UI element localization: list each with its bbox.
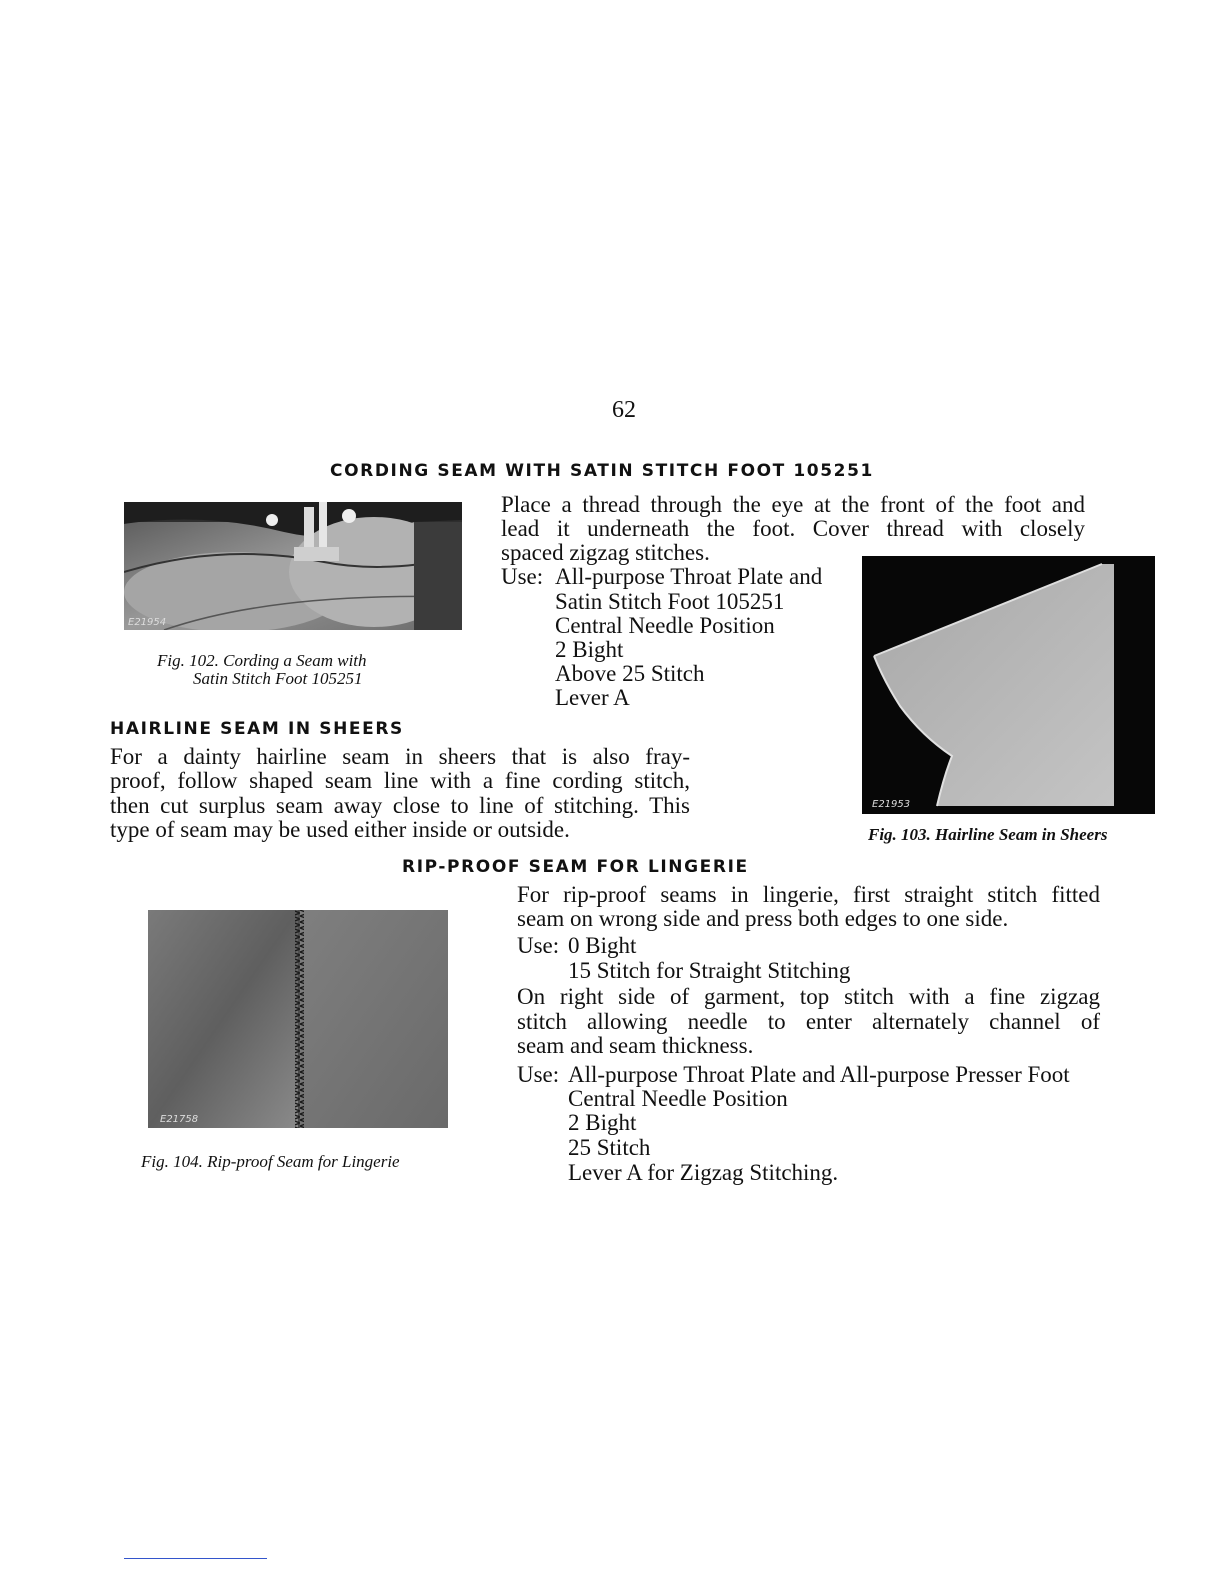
figure-104-caption: Fig. 104. Rip-proof Seam for Lingerie: [141, 1152, 400, 1171]
ripproof-use2-item: All-purpose Throat Plate and All-purpose Presser Foot: [568, 1062, 1070, 1087]
cording-para-line-1: Place a thread through the eye at the front of the foot and: [501, 492, 1085, 517]
figure-103-code: E21953: [872, 799, 911, 810]
figure-102-illustration: [124, 502, 462, 630]
section-heading-cording: CORDING SEAM WITH SATIN STITCH FOOT 105251: [330, 461, 874, 481]
cording-para-line-2: lead it underneath the foot. Cover thread with closely: [501, 516, 1085, 541]
cording-use-item: All-purpose Throat Plate and: [555, 564, 823, 589]
hairline-para-line-4: type of seam may be used either inside or outside.: [110, 817, 570, 842]
figure-102-caption-line-2: Satin Stitch Foot 105251: [193, 669, 363, 688]
cording-para-line-3: spaced zigzag stitches.: [501, 540, 710, 565]
cording-use-label: Use:: [501, 564, 544, 589]
ripproof-use1-item: 0 Bight: [568, 933, 637, 958]
figure-103-illustration: [862, 556, 1155, 814]
figure-102-photo: [124, 502, 462, 630]
hairline-para-line-1: For a dainty hairline seam in sheers that is also fray-: [110, 744, 690, 769]
hairline-para-line-2: proof, follow shaped seam line with a fine cording stitch,: [110, 768, 690, 793]
ripproof-para1-line-1: For rip-proof seams in lingerie, first straight stitch fitted: [517, 882, 1100, 907]
cording-use-item: Lever A: [555, 685, 630, 710]
ripproof-use1-item: 15 Stitch for Straight Stitching: [568, 958, 851, 983]
ripproof-use2-item: 25 Stitch: [568, 1135, 651, 1160]
ripproof-para1-line-2: seam on wrong side and press both edges to one side.: [517, 906, 1009, 931]
cording-use-item: Satin Stitch Foot 105251: [555, 589, 785, 614]
ripproof-para2-line-1: On right side of garment, top stitch with a fine zigzag: [517, 984, 1100, 1009]
cording-use-item: 2 Bight: [555, 637, 624, 662]
figure-103-caption: Fig. 103. Hairline Seam in Sheers: [868, 825, 1108, 844]
ripproof-use2-label: Use:: [517, 1062, 560, 1087]
hairline-para-line-3: then cut surplus seam away close to line of stitching. This: [110, 793, 690, 818]
section-heading-hairline: HAIRLINE SEAM IN SHEERS: [110, 719, 404, 739]
cording-use-item: Above 25 Stitch: [555, 661, 705, 686]
figure-104-code: E21758: [160, 1114, 199, 1125]
ripproof-use2-item: Lever A for Zigzag Stitching.: [568, 1160, 839, 1185]
figure-102-caption-line-1: Fig. 102. Cording a Seam with: [157, 651, 367, 670]
page-number: 62: [612, 397, 636, 423]
figure-104-photo: [148, 910, 448, 1128]
ripproof-para2-line-2: stitch allowing needle to enter alternately channel of: [517, 1009, 1100, 1034]
section-heading-ripproof: RIP-PROOF SEAM FOR LINGERIE: [402, 857, 749, 877]
footnote-rule: [124, 1558, 267, 1559]
cording-use-item: Central Needle Position: [555, 613, 775, 638]
ripproof-use2-item: 2 Bight: [568, 1110, 637, 1135]
ripproof-para2-line-3: seam and seam thickness.: [517, 1033, 754, 1058]
figure-102-code: E21954: [128, 617, 167, 628]
figure-103-photo: [862, 556, 1155, 814]
figure-104-illustration: [148, 910, 448, 1128]
ripproof-use2-item: Central Needle Position: [568, 1086, 788, 1111]
ripproof-use1-label: Use:: [517, 933, 560, 958]
